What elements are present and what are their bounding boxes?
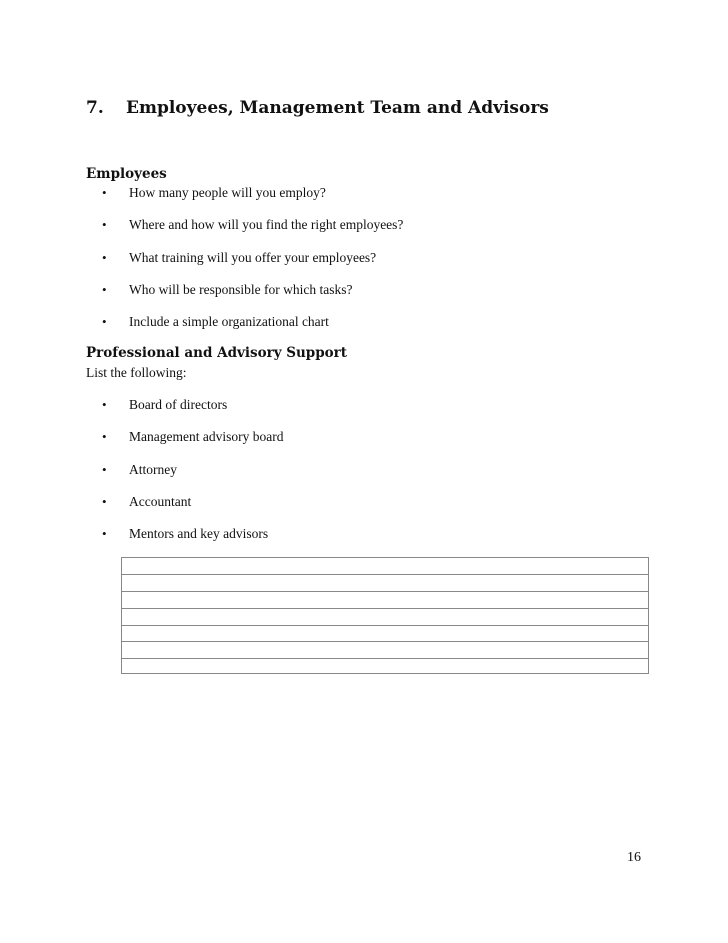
section-number: 7. (86, 98, 104, 118)
bullet: • (102, 526, 107, 541)
bullet: • (102, 397, 107, 412)
advisory-heading: Professional and Advisory Support (86, 345, 348, 361)
blank-ruled-table (121, 557, 649, 674)
section-heading (86, 98, 549, 118)
employees-heading: Employees (86, 166, 167, 182)
bullet: • (102, 185, 107, 200)
table-row-line (122, 625, 648, 626)
table-row-line (122, 591, 648, 592)
section-title: Employees, Management Team and Advisors (126, 98, 549, 118)
table-row-line (122, 574, 648, 575)
bullet: • (102, 462, 107, 477)
bullet: • (102, 217, 107, 232)
bullet: • (102, 494, 107, 509)
table-row-line (122, 641, 648, 642)
table-row-line (122, 658, 648, 659)
page-number: 16 (627, 850, 641, 865)
table-row-line (122, 608, 648, 609)
bullet: • (102, 282, 107, 297)
bullet: • (102, 314, 107, 329)
bullet: • (102, 250, 107, 265)
advisory-intro: List the following: (86, 365, 187, 380)
bullet: • (102, 429, 107, 444)
